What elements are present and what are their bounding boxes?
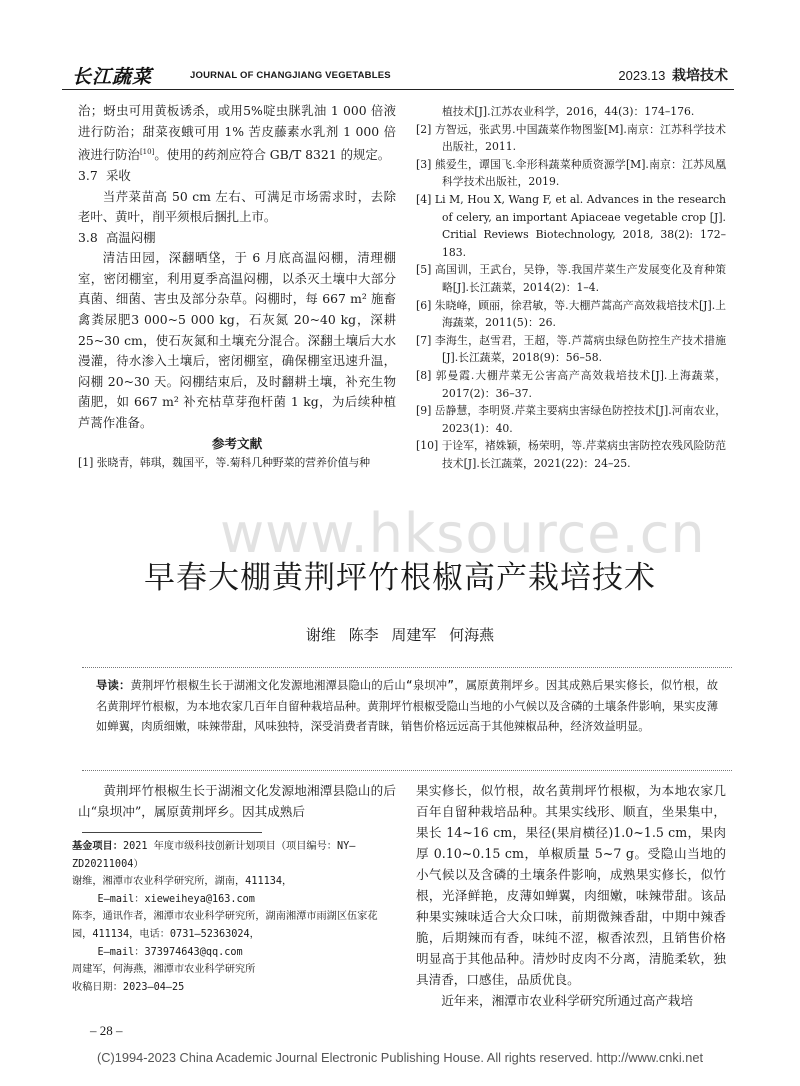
prev-paragraph: 治；蚜虫可用黄板诱杀，或用5%啶虫脒乳油 1 000 倍液进行防治；甜菜夜蛾可用 1% 苦皮藤素水乳剂 1 000 倍液进行防治[10]。使用的药剂应符合 GB/T 8321 的规定。 bbox=[78, 103, 396, 163]
author-email-1[interactable]: E–mail：xieweiheya@163.com bbox=[97, 893, 255, 905]
body-right-column bbox=[416, 780, 726, 1011]
reference-item: [6] 朱晓峰，顾丽，徐君敏，等.大棚芦蒿高产高效栽培技术[J].上海蔬菜，2011(5)：26. bbox=[416, 298, 726, 330]
running-header bbox=[62, 62, 734, 88]
author-info-3: 周建军，何海燕，湘潭市农业科学研究所 bbox=[72, 964, 256, 976]
prev-article-right-column bbox=[416, 103, 726, 472]
author-info-2: 陈李，通讯作者，湘潭市农业科学研究所，湖南湘潭市雨湖区伍家花园，411134，电话：0731–52363024， bbox=[72, 911, 378, 940]
reference-item: [1] 张晓青，韩琪，魏国平，等.菊科几种野菜的营养价值与种 bbox=[78, 456, 371, 470]
article-authors: 谢维 陈李 周建军 何海燕 bbox=[305, 626, 495, 644]
reference-item-cont: 植技术[J].江苏农业科学，2016，44(3)：174–176. bbox=[442, 105, 695, 118]
issue-number: 2023.13 bbox=[618, 68, 666, 83]
author-info-1: 谢维，湘潭市农业科学研究所，湖南，411134， bbox=[72, 876, 293, 888]
header-rule bbox=[62, 89, 734, 90]
section-name: 栽培技术 bbox=[672, 67, 728, 83]
reference-item: [4] Li M, Hou X, Wang F, et al. Advances in the research of celery, an important Apiaceae vegetable crop [J]. Critial Reviews Biotechnology, 2018, 38(2): 172–183. bbox=[416, 192, 726, 259]
abstract bbox=[96, 676, 718, 738]
article-title: 早春大棚黄荆坪竹根椒高产栽培技术 bbox=[144, 560, 656, 596]
author-email-2[interactable]: E–mail：373974643@qq.com bbox=[97, 946, 243, 958]
reference-item: [2] 方智远，张武男.中国蔬菜作物图鉴[M].南京：江苏科学技术出版社，2011. bbox=[416, 122, 726, 154]
body-paragraph: 近年来，湘潭市农业科学研究所通过高产栽培 bbox=[441, 993, 694, 1008]
abstract-label: 导读： bbox=[96, 679, 131, 692]
received-date: 收稿日期：2023–04–25 bbox=[72, 981, 185, 993]
reference-item: [5] 高国训，王武台，吴铮，等.我国芹菜生产发展变化及育种策略[J].长江蔬菜，2014(2)：1–4. bbox=[416, 263, 726, 294]
abstract-bottom-rule bbox=[82, 770, 732, 771]
section-heading-3-7: 3.7 采收 bbox=[78, 167, 131, 183]
reference-item: [7] 李海生，赵雪君，王超，等.芦蒿病虫绿色防控生产技术措施[J].长江蔬菜，2018(9)：56–58. bbox=[416, 333, 726, 365]
journal-name-en: JOURNAL OF CHANGJIANG VEGETABLES bbox=[190, 70, 391, 81]
journal-logo: 长江蔬菜 bbox=[72, 66, 153, 88]
abstract-top-rule bbox=[82, 667, 732, 668]
funding-line: 基金项目：2021 年度市级科技创新计划项目（项目编号：NY–ZD20211004） bbox=[72, 841, 356, 870]
abstract-text: 黄荆坪竹根椒生长于湖湘文化发源地湘潭县隐山的后山“泉坝冲”，属原黄荆坪乡。因其成熟后果实修长，似竹根，故名黄荆坪竹根椒，为本地农家几百年自留种栽培品种。黄荆坪竹根椒受隐山当地的小气候以及含磷的土壤条件影响，果实皮薄如蝉翼，肉质细嫩，味辣带甜，风味独特，深受消费者青睐，销售价格远远高于其他辣椒品种，经济效益明显。 bbox=[96, 679, 718, 733]
page-number: – 28 – bbox=[90, 1023, 123, 1038]
footnote-rule bbox=[82, 832, 262, 833]
prev-article-left-column bbox=[78, 101, 396, 472]
reference-item: [9] 岳静慧，李明贤.芹菜主要病虫害绿色防控技术[J].河南农业，2023(1)：40. bbox=[416, 404, 726, 435]
body-paragraph: 黄荆坪竹根椒生长于湖湘文化发源地湘潭县隐山的后山“泉坝冲”，属原黄荆坪乡。因其成熟后 bbox=[78, 783, 396, 819]
reference-item: [8] 郭曼霞.大棚芹菜无公害高产高效栽培技术[J].上海蔬菜，2017(2)：36–37. bbox=[416, 368, 726, 400]
body-left-column bbox=[78, 780, 396, 822]
watermark-text: www.hksource.cn bbox=[220, 502, 706, 565]
section-text-3-8: 清洁田园，深翻晒垡，于 6 月底高温闷棚，清理棚室，密闭棚室，利用夏季高温闷棚，以杀灭土壤中大部分真菌、细菌、害虫及部分杂草。闷棚时，每 667 m² 施畜禽粪尿肥3 000~5 000 kg，石灰氮 20~40 kg，深耕 25~30 cm，使石灰氮和土壤充分混合。深翻土壤后大水漫灌，待水渗入土壤后，密闭棚室，确保棚室迅速升温，闷棚 20~30 天。闷棚结束后，及时翻耕土壤，补充生物菌肥，如 667 m² 补充枯草芽孢杆菌 1 kg，为后续种植芦蒿作准备。 bbox=[78, 250, 396, 431]
issue-section bbox=[618, 65, 728, 85]
copyright-footer: (C)1994-2023 China Academic Journal Electronic Publishing House. All rights reserved. http://www.cnki.net bbox=[96, 1050, 704, 1065]
reference-item: [3] 熊爱生，谭国飞.伞形科蔬菜种质资源学[M].南京：江苏凤凰科学技术出版社，2019. bbox=[416, 157, 726, 189]
funding-footnote bbox=[72, 838, 394, 996]
body-paragraph: 果实修长，似竹根，故名黄荆坪竹根椒，为本地农家几百年自留种栽培品种。其果实线形、顺直，坐果集中，果长 14~16 cm，果径(果肩横径)1.0~1.5 cm，果肉厚 0.10~0.15 cm，单椒质量 5~7 g。受隐山当地的小气候以及含磷的土壤条件影响，成熟果实修长，似竹根，光泽鲜艳，皮薄如蝉翼，肉细嫩，味辣带甜。该品种果实辣味适合大众口味，前期微辣香甜，中期中辣香脆，后期辣而有香，味纯不涩，椒香浓烈，且销售价格明显高于其他品种。清炒时皮肉不分离，清脆柔软，独具清香，口感佳，品质优良。 bbox=[416, 783, 726, 987]
section-heading-3-8: 3.8 高温闷棚 bbox=[78, 229, 156, 245]
reference-item: [10] 于诠军，褚姝颖，杨荣明，等.芹菜病虫害防控农残风险防范技术[J].长江蔬菜，2021(22)：24–25. bbox=[416, 439, 726, 470]
section-text-3-7: 当芹菜苗高 50 cm 左右、可满足市场需求时，去除老叶、黄叶，削平须根后捆扎上市。 bbox=[78, 188, 396, 225]
references-heading: 参考文献 bbox=[211, 435, 263, 451]
